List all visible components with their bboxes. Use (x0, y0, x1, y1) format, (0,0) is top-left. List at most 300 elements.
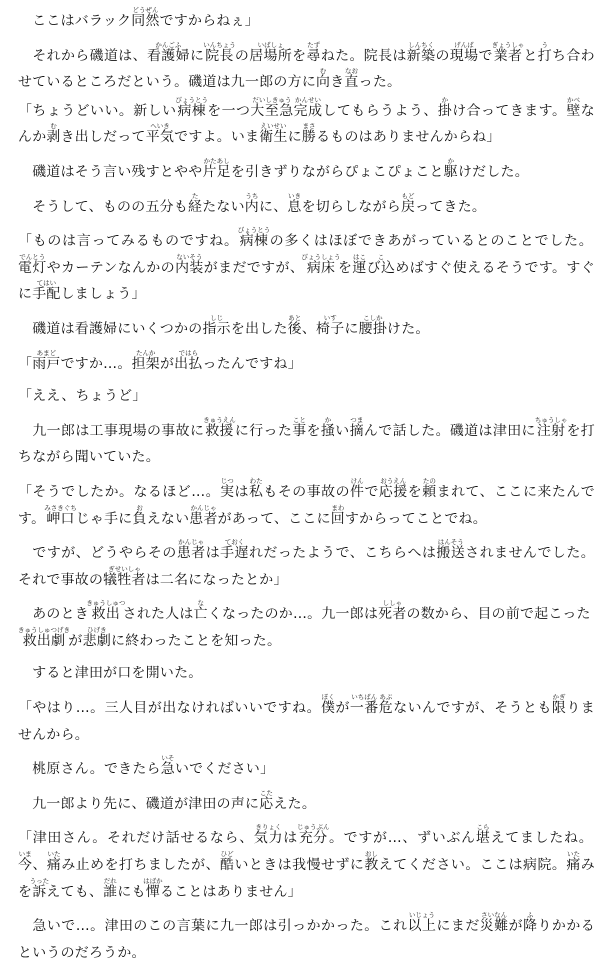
ruby-base: び込 (366, 259, 396, 276)
text-run: を打ちながら聞いていた。 (18, 422, 595, 466)
ruby-reading: かんごふ (146, 40, 190, 49)
ruby-base: 応 (259, 795, 274, 812)
ruby-word (253, 823, 284, 847)
ruby-base: 患者 (176, 545, 206, 562)
text-run: が (508, 918, 524, 935)
paragraph (18, 538, 595, 593)
ruby-word (131, 6, 160, 29)
ruby-reading: きゅうしゅつげき (18, 625, 70, 634)
ruby-base: 気力 (253, 830, 284, 847)
ruby-reading: どうぜん (131, 6, 160, 14)
text-run: を引きずりながらぴょこぴょこと (230, 163, 444, 180)
ruby-reading: だれ (103, 876, 118, 885)
paragraph (18, 157, 595, 186)
ruby-base: 息 (287, 198, 302, 215)
text-run: を出した (230, 320, 288, 337)
ruby-word (287, 313, 302, 337)
ruby-word (479, 911, 509, 935)
ruby-reading: あと (287, 313, 302, 322)
text-run: れだったようで、こちらへは (249, 545, 437, 562)
text-run: を (337, 259, 353, 276)
text-run: の数から、目の前で起こった (406, 606, 591, 623)
ruby-reading: うち (244, 191, 259, 200)
text-run: いときは我慢せずに (234, 857, 365, 874)
text-run: ここはバラック (18, 13, 132, 29)
ruby-reading: いま (18, 850, 33, 859)
ruby-reading: しんちく (406, 40, 436, 49)
ruby-word (349, 415, 364, 439)
ruby-word (316, 67, 331, 91)
ruby-base: 指示 (202, 320, 231, 337)
ruby-base: 新築 (406, 47, 436, 64)
ruby-reading: いんちょう (203, 40, 236, 49)
text-run: 。ですが…、ずいぶん (328, 830, 476, 847)
ruby-reading: た (188, 191, 203, 200)
ruby-word (249, 40, 293, 64)
text-run: 「ものは言ってみるものですね。 (18, 233, 239, 250)
ruby-base: 後 (287, 320, 302, 337)
ruby-reading: まさ (301, 122, 317, 131)
ruby-reading: ぎせいしゃ (103, 564, 146, 573)
text-run: を一つ (206, 102, 251, 119)
text-run: たない (202, 198, 245, 215)
ruby-base: 危 (378, 700, 394, 717)
ruby-word (103, 564, 146, 588)
text-run: めばすぐ使えるそうです。すぐに (18, 259, 595, 303)
text-run: やカーテンなんかの (46, 259, 176, 276)
ruby-reading: たんか (131, 348, 160, 357)
text-run: るものはありませんからね」 (316, 129, 501, 146)
text-run: き出しだって (60, 129, 146, 146)
text-run: いでください」 (174, 761, 275, 778)
paragraph (18, 823, 595, 905)
text-run: を切らしながら (301, 198, 401, 215)
text-run: があって、ここに (217, 510, 331, 527)
ruby-reading: あぶ (378, 693, 393, 702)
ruby-reading: ぎょうしゃ (491, 40, 525, 49)
ruby-base: 事 (292, 422, 307, 439)
ruby-reading: あまど (32, 348, 61, 357)
ruby-base: 堪 (475, 830, 491, 847)
ruby-word (18, 252, 47, 276)
ruby-base: 完成 (293, 102, 323, 119)
ruby-word (189, 503, 218, 527)
text-run: すると津田が口を開いた。 (18, 665, 203, 682)
ruby-word (491, 40, 525, 64)
paragraph (18, 314, 595, 343)
ruby-reading: ひど (220, 850, 235, 859)
text-run: 、 (32, 857, 47, 874)
paragraph (18, 477, 595, 532)
ruby-base: 今 (18, 857, 33, 874)
ruby-reading: いた (566, 850, 581, 859)
text-run: ることはありません」 (159, 883, 302, 900)
ruby-reading: びょうしょう (301, 252, 341, 261)
text-run: き (330, 74, 345, 91)
ruby-base: 悲劇 (82, 632, 112, 649)
paragraph (18, 192, 595, 221)
ruby-reading: こしか (358, 313, 388, 322)
ruby-word (250, 95, 294, 119)
ruby-word (422, 476, 437, 500)
ruby-base: 件 (350, 483, 365, 500)
ruby-base: 駆 (443, 163, 458, 180)
paragraph (18, 416, 595, 471)
ruby-reading: つま (349, 415, 364, 424)
ruby-reading: いそ (160, 754, 175, 763)
ruby-reading: びょうとう (175, 95, 208, 104)
text-run: された人は (122, 606, 194, 623)
ruby-reading: へいき (145, 122, 175, 131)
ruby-base: 災難 (479, 918, 509, 935)
text-run: に (344, 320, 359, 337)
text-run: は (205, 545, 221, 562)
ruby-word (248, 476, 264, 500)
text-run: の (435, 47, 450, 64)
ruby-word (32, 348, 61, 372)
text-run: で (364, 483, 379, 500)
ruby-word (46, 850, 62, 874)
ruby-reading: げんば (449, 40, 479, 49)
ruby-base: 死者 (378, 606, 407, 623)
ruby-reading: かべ (566, 95, 581, 104)
ruby-reading: わた (248, 476, 264, 485)
ruby-reading: じつ (220, 476, 235, 485)
text-run: 「やはり…。三人目が出なければいいですね。 (18, 700, 322, 717)
ruby-reading: いちばん (349, 693, 379, 702)
ruby-reading: いす (316, 313, 345, 322)
ruby-base: 現場 (449, 47, 479, 64)
ruby-base: 掛 (437, 102, 453, 119)
ruby-word (174, 348, 203, 372)
text-run: 「津田さん。それだけ話せるなら、 (18, 830, 254, 847)
text-run: を (306, 422, 321, 439)
ruby-word (366, 252, 396, 276)
text-run: 急いで…。津田のこの言葉に九一郎は引っかかった。これ (18, 918, 408, 935)
ruby-base: 僕 (321, 700, 336, 717)
text-run: 、 (301, 320, 317, 337)
ruby-reading: ししゃ (378, 599, 407, 608)
paragraph (18, 660, 595, 687)
ruby-base: 救出劇 (18, 632, 70, 649)
ruby-word (203, 40, 236, 64)
ruby-word (18, 850, 33, 874)
ruby-reading: えいせい (259, 122, 288, 131)
text-run: みを (18, 857, 595, 900)
ruby-word (202, 156, 231, 180)
ruby-base: 掻 (320, 422, 336, 439)
ruby-base: 教 (364, 857, 379, 874)
ruby-base: 注射 (534, 422, 568, 439)
text-run: すからってことでね。 (344, 510, 487, 527)
text-run: け合ってきます。 (452, 102, 567, 119)
ruby-reading: びょうとう (237, 226, 271, 235)
paragraph (18, 226, 595, 308)
ruby-base: 手遅 (220, 545, 249, 562)
ruby-word (220, 476, 235, 500)
ruby-word (364, 850, 379, 874)
ruby-word (358, 313, 388, 337)
ruby-base: 痛 (566, 857, 581, 874)
text-run: けた。 (387, 320, 430, 337)
ruby-base: 痛 (46, 857, 62, 874)
text-run: に (189, 47, 205, 64)
text-run: してもらうよう、 (322, 102, 438, 119)
ruby-reading: む (46, 122, 61, 131)
ruby-base: 運 (352, 259, 367, 276)
ruby-base: 内装 (175, 259, 204, 276)
ruby-reading: じゅうぶん (296, 823, 330, 832)
ruby-base: 勝 (301, 129, 317, 146)
ruby-reading: まわ (330, 503, 345, 512)
ruby-word (378, 693, 394, 717)
ruby-word (203, 415, 236, 439)
ruby-word (378, 599, 407, 623)
paragraph (18, 754, 595, 783)
ruby-reading: かんじゃ (189, 503, 218, 512)
ruby-base: 剥 (46, 129, 61, 146)
ruby-reading: お (132, 503, 147, 512)
text-run: そうして、ものの五分も (18, 198, 189, 215)
text-run: の多くはほぼできあがっているとのことでした。 (269, 233, 593, 250)
paragraph (18, 349, 595, 378)
ruby-word (175, 95, 208, 119)
ruby-reading: たず (306, 40, 321, 49)
ruby-reading: ておく (220, 538, 249, 547)
ruby-base: 尋 (306, 47, 321, 64)
ruby-base: 以上 (407, 918, 437, 935)
ruby-base: 衛生 (259, 129, 288, 146)
ruby-word (378, 476, 408, 500)
ruby-reading: かんせい (293, 95, 323, 104)
ruby-word (407, 911, 437, 935)
ruby-base: 一番 (349, 700, 379, 717)
text-run: ってきた。 (415, 198, 487, 215)
ruby-base: 内 (244, 198, 259, 215)
ruby-base: 大至急 (250, 102, 294, 119)
ruby-base: 手配 (32, 286, 61, 303)
text-run: もその事故の (263, 483, 351, 500)
ruby-reading: かたあし (202, 156, 231, 165)
ruby-word (160, 754, 175, 778)
ruby-reading: みさきぐち (44, 503, 77, 512)
ruby-word (320, 415, 336, 439)
paragraph (18, 693, 595, 748)
text-run: なんか (18, 102, 595, 146)
ruby-word (146, 40, 190, 64)
ruby-base: 急 (160, 761, 175, 778)
text-run: ったんですね」 (202, 355, 302, 372)
ruby-reading: きりょく (253, 823, 283, 832)
ruby-reading: おうえん (378, 476, 408, 485)
ruby-base: 回 (330, 510, 345, 527)
ruby-word (259, 788, 274, 812)
ruby-word (316, 313, 345, 337)
ruby-word (287, 191, 302, 215)
ruby-word (349, 693, 379, 717)
text-run: けだした。 (457, 163, 529, 180)
ruby-reading: きゅうえん (203, 415, 236, 424)
ruby-base: 頼 (422, 483, 437, 500)
ruby-word (193, 599, 208, 623)
paragraph (18, 96, 595, 151)
ruby-reading: てはい (32, 279, 61, 288)
ruby-base: 病棟 (237, 233, 271, 250)
ruby-reading: うった (29, 876, 50, 885)
text-run: ち合わせているところだという。磯道は九一郎の方に (18, 47, 595, 91)
ruby-base: 救出 (86, 606, 126, 623)
text-run: で (478, 47, 493, 64)
ruby-word (301, 122, 317, 146)
ruby-reading: なお (344, 67, 359, 76)
ruby-base: 同然 (131, 13, 160, 29)
text-run: ねた。院長は (320, 47, 407, 64)
ruby-base: 救援 (203, 422, 236, 439)
ruby-word (103, 876, 118, 900)
text-run: えても、 (46, 883, 104, 900)
ruby-reading: ではら (174, 348, 203, 357)
text-run: ですか…。 (60, 355, 132, 372)
ruby-base: 担架 (131, 355, 160, 372)
ruby-word (400, 191, 416, 215)
text-run: の (234, 47, 250, 64)
text-run: と (523, 47, 538, 64)
ruby-reading: こた (259, 788, 274, 797)
text-run: あのとき (18, 606, 89, 623)
ruby-reading: な (193, 599, 208, 608)
ruby-base: 壁 (566, 102, 581, 119)
text-run: 桃原さん。できたら (18, 761, 161, 778)
ruby-base: 直 (344, 74, 359, 91)
text-run: それから磯道は、 (18, 47, 147, 64)
ruby-word (523, 911, 538, 935)
ruby-word (436, 538, 466, 562)
paragraph (18, 789, 595, 818)
text-run: 磯道は看護婦にいくつかの (18, 320, 203, 337)
ruby-word (292, 415, 307, 439)
text-run: った。 (358, 74, 402, 91)
ruby-reading: ちゅうしゃ (534, 415, 568, 424)
ruby-reading: いき (287, 191, 302, 200)
text-run: えてましたね。 (490, 830, 593, 847)
text-run: は二名になったとか」 (145, 571, 288, 588)
ruby-word (145, 122, 175, 146)
ruby-reading: かんじゃ (176, 538, 206, 547)
ruby-word (551, 693, 567, 717)
ruby-reading: はこ (352, 252, 367, 261)
ruby-word (32, 279, 61, 303)
text-run: されませんでした。それで事故の (18, 545, 595, 588)
ruby-base: 応援 (378, 483, 408, 500)
text-run: にも (117, 883, 146, 900)
ruby-reading: きゅうしゅつ (86, 599, 126, 608)
text-run: えてください。ここは病院。 (378, 857, 567, 874)
ruby-word (44, 503, 77, 527)
text-run: ですよ。いま (174, 129, 260, 146)
ruby-word (143, 876, 163, 900)
text-run: りかかるというのだろうか。 (18, 918, 595, 961)
ruby-base: 憚 (143, 883, 163, 900)
ruby-base: 雨戸 (32, 355, 61, 372)
text-run: 九一郎は工事現場の事故に (18, 422, 205, 439)
ruby-base: 出払 (174, 355, 203, 372)
paragraph (18, 911, 595, 966)
ruby-base: 業者 (491, 47, 525, 64)
ruby-base: 降 (523, 918, 538, 935)
ruby-base: 私 (248, 483, 264, 500)
ruby-word (202, 313, 231, 337)
ruby-reading: けん (350, 476, 365, 485)
ruby-word (18, 625, 70, 649)
ruby-reading: こら (475, 823, 491, 832)
ruby-word (296, 823, 330, 847)
ruby-word (132, 503, 147, 527)
text-run: に終わったことを知った。 (111, 632, 282, 649)
ruby-base: 病床 (301, 259, 341, 276)
ruby-base: 看護婦 (146, 47, 190, 64)
ruby-base: 限 (551, 700, 567, 717)
text-run: い (335, 422, 350, 439)
ruby-word (537, 40, 553, 64)
text-run: み止めを打ちましたが、 (61, 857, 221, 874)
paragraph (18, 599, 595, 654)
text-run: が (335, 700, 350, 717)
ruby-reading: いじょう (407, 911, 437, 920)
ruby-word (475, 823, 491, 847)
ruby-reading: もど (400, 191, 416, 200)
ruby-reading: か (437, 95, 452, 104)
text-run: 「ええ、ちょうど」 (18, 388, 147, 405)
text-run: 「そうでしたか。なるほど…。 (18, 483, 221, 500)
ruby-word (449, 40, 479, 64)
paragraph (18, 41, 595, 96)
ruby-word (175, 252, 204, 276)
ruby-word (301, 252, 341, 276)
text-run: じゃ手に (75, 510, 133, 527)
ruby-reading: だいしきゅう (250, 95, 294, 104)
ruby-base: 打 (537, 47, 553, 64)
ruby-reading: いた (46, 850, 62, 859)
ruby-reading: ふ (523, 911, 538, 920)
text-run: にまだ (436, 918, 480, 935)
ruby-base: 訴 (29, 883, 50, 900)
ruby-base: 片足 (202, 163, 231, 180)
ruby-reading: かぎ (551, 693, 567, 702)
ruby-reading: はばか (143, 876, 163, 885)
text-run: ですが、どうやらその (18, 545, 177, 562)
ruby-word (29, 876, 50, 900)
ruby-word (437, 95, 453, 119)
ruby-word (176, 538, 206, 562)
text-run: を (407, 483, 423, 500)
ruby-base: 実 (220, 483, 235, 500)
text-run: えない (146, 510, 190, 527)
ruby-base: 戻 (400, 198, 416, 215)
ruby-base: 院長 (203, 47, 236, 64)
ruby-word (352, 252, 367, 276)
ruby-reading: ぼく (321, 693, 336, 702)
ruby-word (46, 122, 61, 146)
ruby-word (131, 348, 160, 372)
ruby-reading: さいなん (479, 911, 509, 920)
ruby-base: 摘 (349, 422, 364, 439)
ruby-word (443, 156, 458, 180)
paragraph (18, 383, 595, 410)
ruby-word (566, 850, 581, 874)
ruby-reading: う (537, 40, 552, 49)
ruby-base: 電灯 (18, 259, 47, 276)
text-run: 「 (18, 355, 33, 372)
